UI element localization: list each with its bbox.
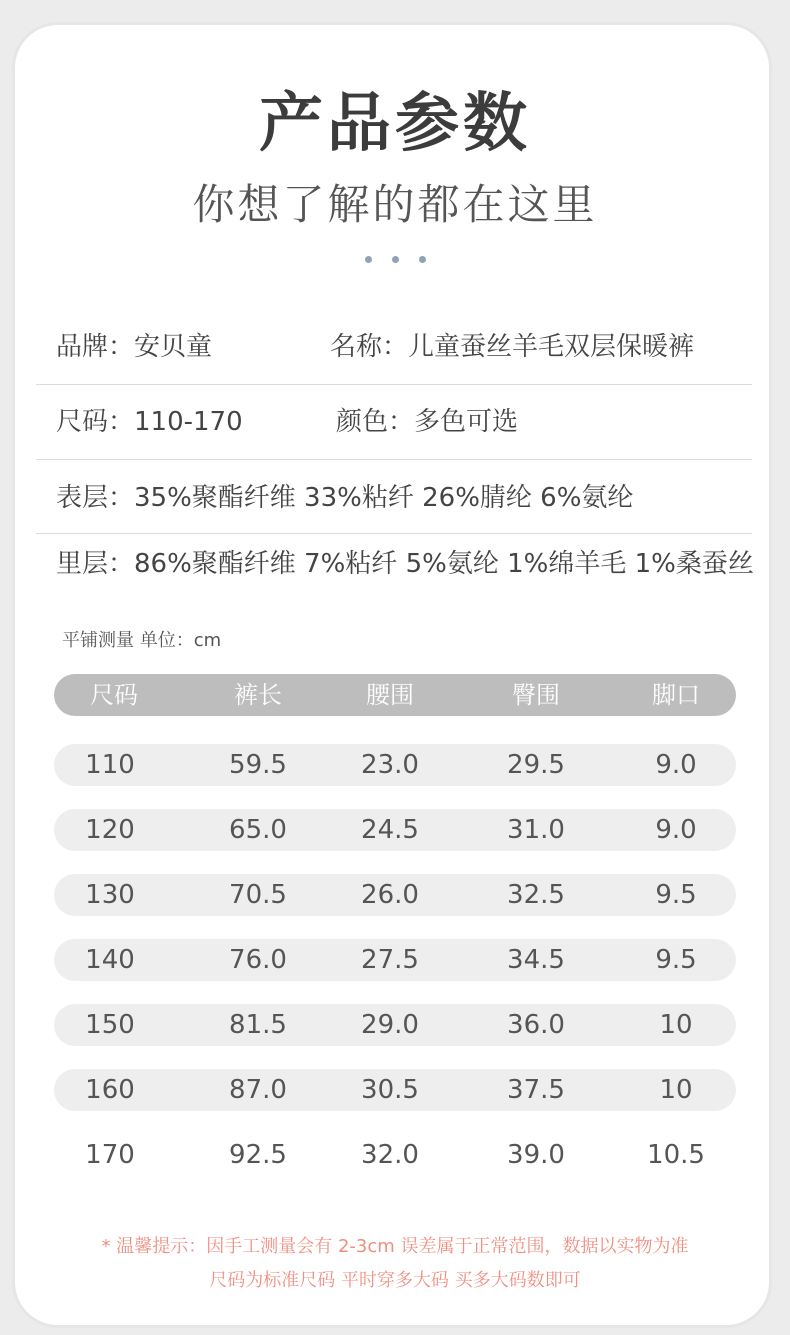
cell-waist: 27.5 — [361, 945, 419, 975]
cell-waist: 29.0 — [361, 1010, 419, 1040]
cell-leg-opening: 9.5 — [655, 945, 697, 975]
dot — [419, 256, 426, 263]
cell-leg-opening: 9.0 — [655, 750, 697, 780]
tip-note-line-2: 尺码为标准尺码 平时穿多大码 买多大码数即可 — [209, 1270, 581, 1291]
cell-leg-opening: 9.5 — [655, 880, 697, 910]
cell-hip: 32.5 — [507, 880, 565, 910]
cell-waist: 23.0 — [361, 750, 419, 780]
cell-size: 110 — [85, 750, 135, 780]
cell-length: 70.5 — [229, 880, 287, 910]
header-cell-waist: 腰围 — [366, 681, 414, 709]
header-cell-leg-opening: 脚口 — [652, 681, 700, 709]
cell-waist: 30.5 — [361, 1075, 419, 1105]
table-row — [54, 1069, 736, 1111]
header-cell-hip: 臀围 — [512, 681, 560, 709]
unit-note: 平铺测量 单位：cm — [62, 630, 222, 651]
cell-leg-opening: 10 — [659, 1010, 693, 1040]
outer-layer-text: 表层：35%聚酯纤维 33%粘纤 26%腈纶 6%氨纶 — [56, 483, 634, 513]
cell-hip: 37.5 — [507, 1075, 565, 1105]
cell-waist: 26.0 — [361, 880, 419, 910]
cell-waist: 24.5 — [361, 815, 419, 845]
info-row-brand-name — [36, 310, 752, 385]
dot — [365, 256, 372, 263]
cell-size: 130 — [85, 880, 135, 910]
cell-length: 59.5 — [229, 750, 287, 780]
size-table-header — [54, 674, 736, 716]
info-row-inner-layer — [36, 527, 752, 602]
cell-waist: 32.0 — [361, 1140, 419, 1170]
cell-leg-opening: 10.5 — [647, 1140, 705, 1170]
page-title: 产品参数 — [259, 87, 531, 161]
page-subtitle: 你想了解的都在这里 — [192, 180, 598, 229]
cell-length: 87.0 — [229, 1075, 287, 1105]
table-row — [54, 744, 736, 786]
color-text: 颜色：多色可选 — [336, 407, 519, 437]
info-row-outer-layer — [36, 461, 752, 536]
cell-hip: 39.0 — [507, 1140, 565, 1170]
cell-size: 150 — [85, 1010, 135, 1040]
cell-hip: 31.0 — [507, 815, 565, 845]
inner-layer-text: 里层：86%聚酯纤维 7%粘纤 5%氨纶 1%绵羊毛 1%桑蚕丝 — [56, 549, 754, 579]
table-row — [54, 874, 736, 916]
size-text: 尺码：110-170 — [56, 407, 243, 437]
dot — [392, 256, 399, 263]
cell-hip: 29.5 — [507, 750, 565, 780]
table-row — [54, 809, 736, 851]
header-cell-size: 尺码 — [90, 681, 138, 709]
table-row — [54, 939, 736, 981]
table-row — [54, 1134, 736, 1176]
table-row — [54, 1004, 736, 1046]
cell-hip: 34.5 — [507, 945, 565, 975]
cell-leg-opening: 9.0 — [655, 815, 697, 845]
cell-length: 92.5 — [229, 1140, 287, 1170]
brand-text: 品牌：安贝童 — [56, 332, 213, 362]
cell-leg-opening: 10 — [659, 1075, 693, 1105]
cell-size: 160 — [85, 1075, 135, 1105]
ellipsis-dots-icon — [0, 256, 790, 263]
product-name-text: 名称：儿童蚕丝羊毛双层保暖裤 — [330, 332, 695, 362]
cell-length: 81.5 — [229, 1010, 287, 1040]
cell-hip: 36.0 — [507, 1010, 565, 1040]
cell-length: 76.0 — [229, 945, 287, 975]
cell-size: 170 — [85, 1140, 135, 1170]
divider — [36, 459, 752, 460]
header-cell-length: 裤长 — [234, 681, 282, 709]
cell-size: 120 — [85, 815, 135, 845]
cell-length: 65.0 — [229, 815, 287, 845]
tip-note-line-1: * 温馨提示：因手工测量会有 2-3cm 误差属于正常范围，数据以实物为准 — [101, 1236, 689, 1257]
info-row-size-color — [36, 385, 752, 460]
cell-size: 140 — [85, 945, 135, 975]
